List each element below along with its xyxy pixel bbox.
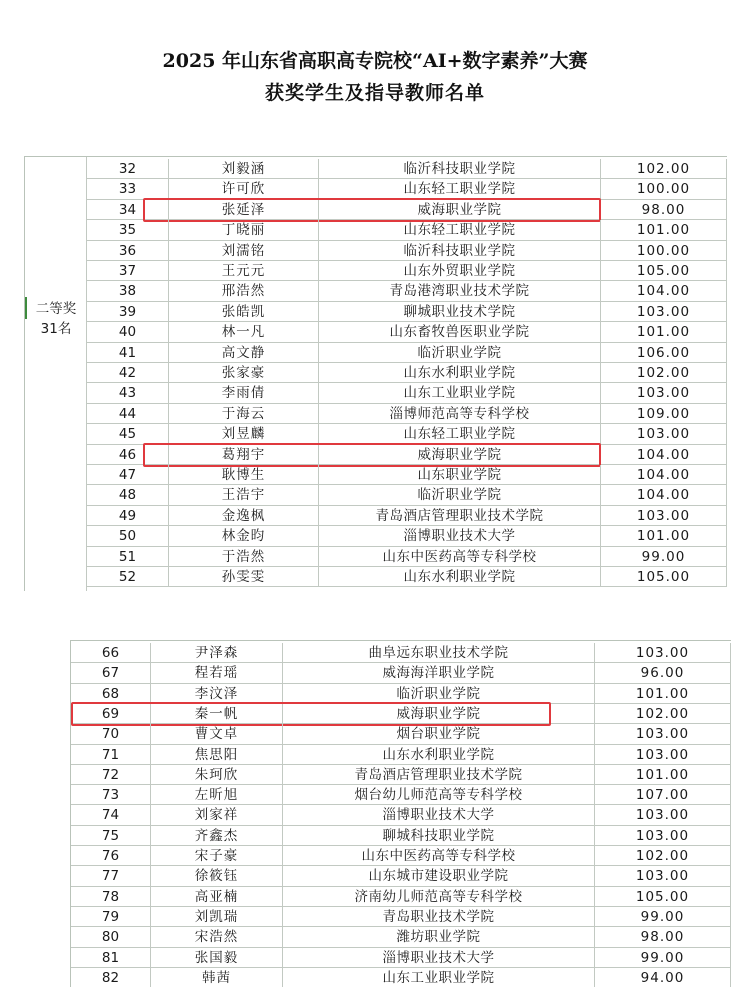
score-value: 96.00 <box>595 663 731 683</box>
school-name: 淄博职业技术大学 <box>319 526 601 546</box>
school-name: 山东工业职业学院 <box>319 383 601 403</box>
school-name: 青岛酒店管理职业技术学院 <box>319 506 601 526</box>
row-number: 47 <box>87 465 169 485</box>
row-number: 76 <box>71 846 151 866</box>
student-name: 耿博生 <box>169 465 319 485</box>
row-number: 71 <box>71 745 151 765</box>
student-name: 张家豪 <box>169 363 319 383</box>
student-name: 齐鑫杰 <box>151 826 283 846</box>
school-name: 烟台幼儿师范高等专科学校 <box>283 785 595 805</box>
row-number: 81 <box>71 948 151 968</box>
row-number: 69 <box>71 704 151 724</box>
row-number: 36 <box>87 241 169 261</box>
row-number: 50 <box>87 526 169 546</box>
table-row <box>25 445 727 465</box>
row-number: 67 <box>71 663 151 683</box>
score-value: 105.00 <box>601 261 727 281</box>
row-number: 75 <box>71 826 151 846</box>
row-number: 37 <box>87 261 169 281</box>
row-number: 79 <box>71 907 151 927</box>
table-row <box>71 826 731 846</box>
row-number: 77 <box>71 866 151 886</box>
table-row <box>25 159 727 179</box>
row-number: 74 <box>71 805 151 825</box>
school-name: 山东水利职业学院 <box>319 363 601 383</box>
table-row <box>25 281 727 301</box>
table-row <box>25 404 727 424</box>
row-number: 72 <box>71 765 151 785</box>
school-name: 临沂科技职业学院 <box>319 241 601 261</box>
student-name: 曹文卓 <box>151 724 283 744</box>
score-value: 104.00 <box>601 465 727 485</box>
school-name: 临沂职业学院 <box>283 684 595 704</box>
score-value: 109.00 <box>601 404 727 424</box>
student-name: 高文静 <box>169 343 319 363</box>
student-name: 于浩然 <box>169 547 319 567</box>
student-name: 葛翔宇 <box>169 445 319 465</box>
score-value: 104.00 <box>601 445 727 465</box>
student-name: 王元元 <box>169 261 319 281</box>
school-name: 山东畜牧兽医职业学院 <box>319 322 601 342</box>
table-row <box>25 179 727 199</box>
student-name: 于海云 <box>169 404 319 424</box>
score-value: 101.00 <box>595 684 731 704</box>
table-row <box>71 643 731 663</box>
row-number: 73 <box>71 785 151 805</box>
table-row <box>71 866 731 886</box>
award-label: 二等奖 <box>35 301 77 317</box>
table-row <box>71 907 731 927</box>
row-number: 80 <box>71 927 151 947</box>
school-name: 临沂科技职业学院 <box>319 159 601 179</box>
table-row <box>71 684 731 704</box>
school-name: 山东工业职业学院 <box>283 968 595 987</box>
student-name: 金逸枫 <box>169 506 319 526</box>
table-row <box>25 424 727 444</box>
score-value: 100.00 <box>601 179 727 199</box>
row-number: 66 <box>71 643 151 663</box>
school-name: 山东轻工职业学院 <box>319 424 601 444</box>
student-name: 刘毅涵 <box>169 159 319 179</box>
score-value: 101.00 <box>601 526 727 546</box>
school-name: 山东外贸职业学院 <box>319 261 601 281</box>
school-name: 烟台职业学院 <box>283 724 595 744</box>
row-number: 70 <box>71 724 151 744</box>
row-number: 44 <box>87 404 169 424</box>
student-name: 许可欣 <box>169 179 319 199</box>
student-name: 丁晓丽 <box>169 220 319 240</box>
score-value: 104.00 <box>601 485 727 505</box>
score-value: 103.00 <box>601 302 727 322</box>
student-name: 秦一帆 <box>151 704 283 724</box>
student-name: 刘昱麟 <box>169 424 319 444</box>
row-number: 42 <box>87 363 169 383</box>
table-row <box>25 220 727 240</box>
student-name: 刘濡铭 <box>169 241 319 261</box>
student-name: 程若瑶 <box>151 663 283 683</box>
score-value: 105.00 <box>601 567 727 587</box>
table-row <box>25 261 727 281</box>
student-name: 刘凯瑞 <box>151 907 283 927</box>
score-value: 101.00 <box>601 220 727 240</box>
row-number: 33 <box>87 179 169 199</box>
student-name: 刘家祥 <box>151 805 283 825</box>
student-name: 王浩宇 <box>169 485 319 505</box>
score-value: 103.00 <box>595 805 731 825</box>
school-name: 临沂职业学院 <box>319 485 601 505</box>
student-name: 张国毅 <box>151 948 283 968</box>
school-name: 威海职业学院 <box>319 200 601 220</box>
school-name: 威海职业学院 <box>283 704 595 724</box>
row-number: 35 <box>87 220 169 240</box>
student-name: 宋子豪 <box>151 846 283 866</box>
table-row <box>25 465 727 485</box>
school-name: 山东城市建设职业学院 <box>283 866 595 886</box>
table-row <box>71 948 731 968</box>
document-title: 2025 年山东省高职高专院校“AI+数字素养”大赛 <box>162 50 588 72</box>
score-value: 102.00 <box>595 846 731 866</box>
row-number: 43 <box>87 383 169 403</box>
table-row <box>71 846 731 866</box>
student-name: 徐筱钰 <box>151 866 283 886</box>
student-name: 孙雯雯 <box>169 567 319 587</box>
student-name: 林一凡 <box>169 322 319 342</box>
school-name: 聊城科技职业学院 <box>283 826 595 846</box>
score-value: 99.00 <box>595 907 731 927</box>
award-count: 31名 <box>40 321 72 337</box>
school-name: 青岛酒店管理职业技术学院 <box>283 765 595 785</box>
school-name: 潍坊职业学院 <box>283 927 595 947</box>
student-name: 左昕旭 <box>151 785 283 805</box>
table-row <box>25 200 727 220</box>
score-value: 103.00 <box>595 745 731 765</box>
row-number: 40 <box>87 322 169 342</box>
table-row <box>71 887 731 907</box>
school-name: 威海职业学院 <box>319 445 601 465</box>
school-name: 威海海洋职业学院 <box>283 663 595 683</box>
school-name: 山东中医药高等专科学校 <box>319 547 601 567</box>
award-table-second-prize <box>24 156 727 591</box>
score-value: 107.00 <box>595 785 731 805</box>
student-name: 林金昀 <box>169 526 319 546</box>
table-row <box>25 241 727 261</box>
table-row <box>71 745 731 765</box>
row-number: 38 <box>87 281 169 301</box>
score-value: 98.00 <box>595 927 731 947</box>
row-number: 39 <box>87 302 169 322</box>
score-value: 103.00 <box>595 826 731 846</box>
table-row <box>25 302 727 322</box>
school-name: 聊城职业技术学院 <box>319 302 601 322</box>
student-name: 韩茜 <box>151 968 283 987</box>
score-value: 103.00 <box>595 724 731 744</box>
table-row <box>71 663 731 683</box>
score-value: 103.00 <box>601 383 727 403</box>
row-number: 34 <box>87 200 169 220</box>
student-name: 李汶泽 <box>151 684 283 704</box>
row-number: 78 <box>71 887 151 907</box>
school-name: 山东水利职业学院 <box>319 567 601 587</box>
table-row <box>25 526 727 546</box>
table-row <box>71 805 731 825</box>
student-name: 朱珂欣 <box>151 765 283 785</box>
school-name: 淄博师范高等专科学校 <box>319 404 601 424</box>
student-name: 张皓凯 <box>169 302 319 322</box>
student-name: 焦思阳 <box>151 745 283 765</box>
award-table-continued <box>70 640 731 987</box>
score-value: 102.00 <box>601 159 727 179</box>
row-number: 41 <box>87 343 169 363</box>
table-row <box>25 383 727 403</box>
table-row <box>25 363 727 383</box>
score-value: 102.00 <box>595 704 731 724</box>
table-row <box>25 485 727 505</box>
row-number: 49 <box>87 506 169 526</box>
school-name: 淄博职业技术大学 <box>283 948 595 968</box>
score-value: 102.00 <box>601 363 727 383</box>
score-value: 103.00 <box>601 506 727 526</box>
row-number: 45 <box>87 424 169 444</box>
score-value: 101.00 <box>601 322 727 342</box>
student-name: 邢浩然 <box>169 281 319 301</box>
student-name: 尹泽森 <box>151 643 283 663</box>
score-value: 106.00 <box>601 343 727 363</box>
table-row <box>71 968 731 987</box>
row-number: 51 <box>87 547 169 567</box>
score-value: 103.00 <box>595 643 731 663</box>
row-number: 32 <box>87 159 169 179</box>
table-row <box>25 343 727 363</box>
score-value: 98.00 <box>601 200 727 220</box>
student-name: 高亚楠 <box>151 887 283 907</box>
table-row <box>25 547 727 567</box>
student-name: 李雨倩 <box>169 383 319 403</box>
student-name: 张延泽 <box>169 200 319 220</box>
school-name: 山东轻工职业学院 <box>319 179 601 199</box>
document-subtitle: 获奖学生及指导教师名单 <box>264 82 485 104</box>
school-name: 青岛职业技术学院 <box>283 907 595 927</box>
score-value: 99.00 <box>601 547 727 567</box>
score-value: 100.00 <box>601 241 727 261</box>
score-value: 99.00 <box>595 948 731 968</box>
row-number: 52 <box>87 567 169 587</box>
table-row <box>71 724 731 744</box>
score-value: 105.00 <box>595 887 731 907</box>
row-number: 82 <box>71 968 151 987</box>
school-name: 济南幼儿师范高等专科学校 <box>283 887 595 907</box>
school-name: 山东水利职业学院 <box>283 745 595 765</box>
school-name: 曲阜远东职业技术学院 <box>283 643 595 663</box>
school-name: 山东轻工职业学院 <box>319 220 601 240</box>
table-row <box>25 567 727 587</box>
student-name: 宋浩然 <box>151 927 283 947</box>
school-name: 临沂职业学院 <box>319 343 601 363</box>
school-name: 淄博职业技术大学 <box>283 805 595 825</box>
table-row <box>71 704 731 724</box>
table-row <box>25 322 727 342</box>
score-value: 103.00 <box>595 866 731 886</box>
score-value: 103.00 <box>601 424 727 444</box>
table-row <box>25 506 727 526</box>
school-name: 山东中医药高等专科学校 <box>283 846 595 866</box>
row-number: 68 <box>71 684 151 704</box>
row-number: 46 <box>87 445 169 465</box>
score-value: 94.00 <box>595 968 731 987</box>
score-value: 104.00 <box>601 281 727 301</box>
table-row <box>71 765 731 785</box>
row-number: 48 <box>87 485 169 505</box>
score-value: 101.00 <box>595 765 731 785</box>
table-row <box>71 927 731 947</box>
school-name: 青岛港湾职业技术学院 <box>319 281 601 301</box>
table-row <box>71 785 731 805</box>
school-name: 山东职业学院 <box>319 465 601 485</box>
